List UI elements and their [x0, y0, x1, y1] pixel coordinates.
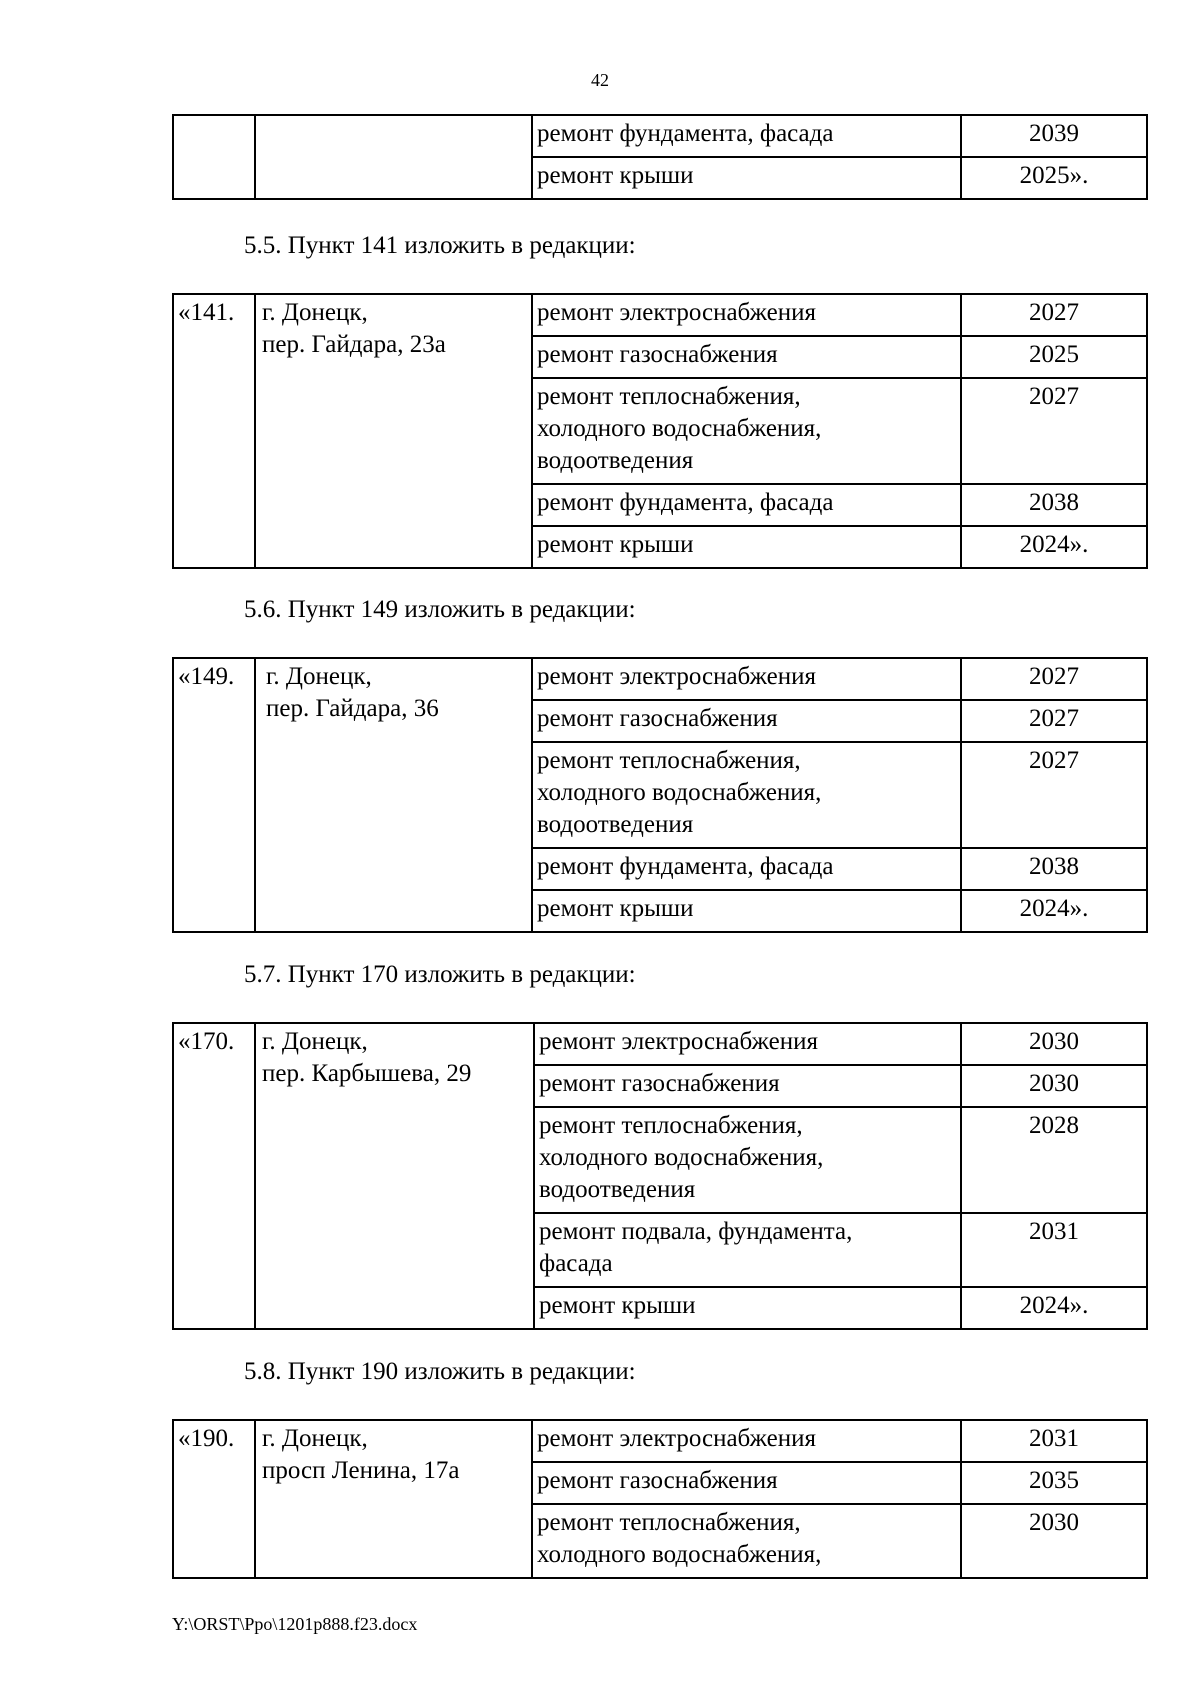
- work-cell: ремонт подвала, фундамента, фасада: [534, 1213, 961, 1287]
- work-cell: ремонт фундамента, фасада: [532, 115, 961, 157]
- continuation-table: [172, 114, 1148, 200]
- address-cell: [255, 115, 532, 199]
- address-city: г. Донецк,: [262, 1028, 368, 1055]
- work-cell: ремонт газоснабжения: [532, 336, 961, 378]
- work-cell: ремонт теплоснабжения, холодного водоснабжения,: [532, 1504, 961, 1578]
- page-number: 42: [591, 70, 609, 90]
- year-cell: 2031: [961, 1420, 1147, 1462]
- work-cell: ремонт крыши: [532, 526, 961, 568]
- address-cell: [255, 658, 532, 932]
- year-cell: 2024».: [961, 890, 1147, 932]
- table-row: [173, 1023, 1147, 1065]
- item-table: [172, 1419, 1148, 1579]
- table-row: [173, 115, 1147, 157]
- year-cell: 2027: [961, 742, 1147, 848]
- footer-file-path: Y:\ORST\Ppo\1201p888.f23.docx: [172, 1614, 418, 1634]
- work-cell: ремонт газоснабжения: [532, 1462, 961, 1504]
- section-heading: 5.6. Пункт 149 изложить в редакции:: [244, 596, 636, 623]
- work-cell: ремонт электроснабжения: [532, 1420, 961, 1462]
- address-city: г. Донецк,: [266, 663, 372, 690]
- year-cell: 2028: [961, 1107, 1147, 1213]
- year-cell: 2038: [961, 484, 1147, 526]
- address-street: просп Ленина, 17а: [262, 1457, 460, 1484]
- item-number: «141.: [173, 294, 255, 568]
- section-heading: 5.5. Пункт 141 изложить в редакции:: [244, 232, 636, 259]
- work-cell: ремонт теплоснабжения, холодного водоснабжения, водоотведения: [532, 742, 961, 848]
- num-cell: [173, 115, 255, 199]
- year-cell: 2039: [961, 115, 1147, 157]
- work-cell: ремонт электроснабжения: [534, 1023, 961, 1065]
- year-cell: 2035: [961, 1462, 1147, 1504]
- work-cell: ремонт фундамента, фасада: [532, 848, 961, 890]
- item-number: «149.: [173, 658, 255, 932]
- address-street: пер. Карбышева, 29: [262, 1060, 472, 1087]
- address-street: пер. Гайдара, 23а: [262, 331, 446, 358]
- address-city: г. Донецк,: [262, 1425, 368, 1452]
- table-row: [173, 294, 1147, 336]
- item-number: «190.: [173, 1420, 255, 1578]
- address-cell: [255, 1420, 532, 1578]
- year-cell: 2025».: [961, 157, 1147, 199]
- year-cell: 2024».: [961, 526, 1147, 568]
- item-table: [172, 657, 1148, 933]
- work-cell: ремонт крыши: [534, 1287, 961, 1329]
- address-city: г. Донецк,: [262, 299, 368, 326]
- address-street: пер. Гайдара, 36: [266, 695, 439, 722]
- item-table: [172, 293, 1148, 569]
- year-cell: 2027: [961, 378, 1147, 484]
- item-table: [172, 1022, 1148, 1330]
- table-row: [173, 658, 1147, 700]
- work-cell: ремонт электроснабжения: [532, 294, 961, 336]
- year-cell: 2030: [961, 1065, 1147, 1107]
- year-cell: 2038: [961, 848, 1147, 890]
- section-heading: 5.8. Пункт 190 изложить в редакции:: [244, 1358, 636, 1385]
- work-cell: ремонт газоснабжения: [534, 1065, 961, 1107]
- year-cell: 2031: [961, 1213, 1147, 1287]
- year-cell: 2030: [961, 1023, 1147, 1065]
- year-cell: 2025: [961, 336, 1147, 378]
- year-cell: 2027: [961, 658, 1147, 700]
- work-cell: ремонт электроснабжения: [532, 658, 961, 700]
- work-cell: ремонт теплоснабжения, холодного водоснабжения, водоотведения: [532, 378, 961, 484]
- work-cell: ремонт фундамента, фасада: [532, 484, 961, 526]
- address-cell: [255, 294, 532, 568]
- year-cell: 2030: [961, 1504, 1147, 1578]
- work-cell: ремонт крыши: [532, 157, 961, 199]
- year-cell: 2027: [961, 700, 1147, 742]
- section-heading: 5.7. Пункт 170 изложить в редакции:: [244, 961, 636, 988]
- work-cell: ремонт крыши: [532, 890, 961, 932]
- year-cell: 2024».: [961, 1287, 1147, 1329]
- item-number: «170.: [173, 1023, 255, 1329]
- work-cell: ремонт теплоснабжения, холодного водоснабжения, водоотведения: [534, 1107, 961, 1213]
- work-cell: ремонт газоснабжения: [532, 700, 961, 742]
- address-cell: [255, 1023, 534, 1329]
- year-cell: 2027: [961, 294, 1147, 336]
- table-row: [173, 1420, 1147, 1462]
